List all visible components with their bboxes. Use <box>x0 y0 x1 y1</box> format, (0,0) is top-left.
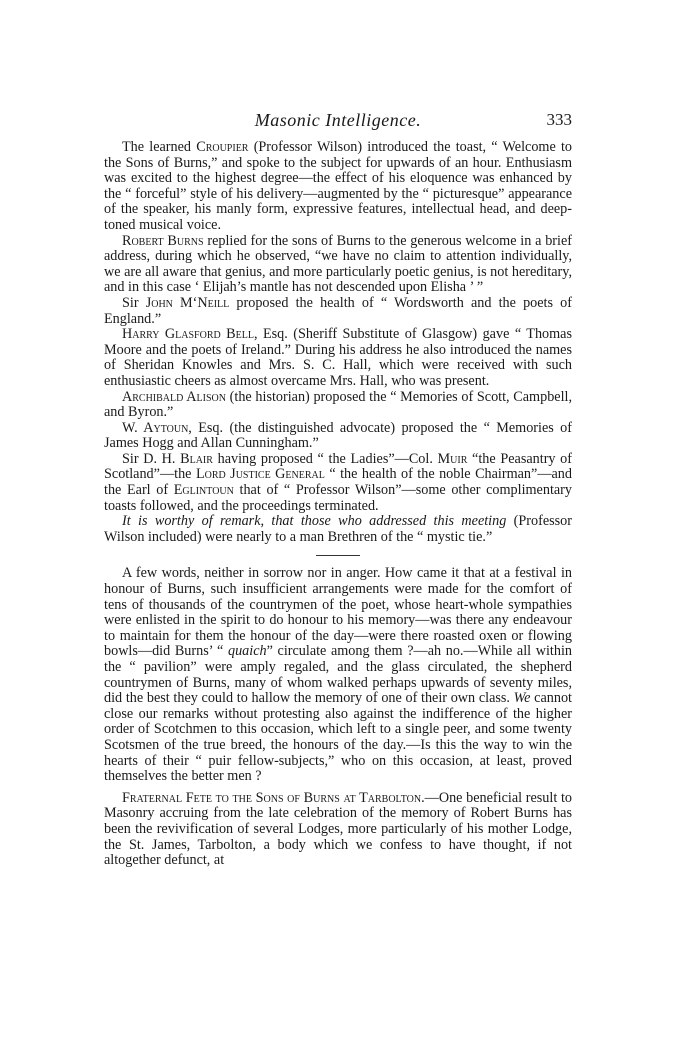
paragraph-closing-toasts <box>104 452 572 514</box>
name-harry-glasford-bell: Harry Glasford Bell <box>122 326 254 343</box>
section-divider <box>316 555 360 556</box>
name-john-mcneill: John M‘Neill <box>145 294 230 311</box>
paragraph-remark <box>104 514 572 545</box>
page-number: 333 <box>546 110 572 129</box>
name-robert-burns: Robert Burns <box>122 232 204 249</box>
text-run: Sir <box>122 294 146 311</box>
text-run: —One beneficial result to Masonry accruing from the late celebration of the memory of Robert Burns has been the revivification of several Lodges, more particularly of his mother Lodge, the St. James, Tarbolton, a body which we confess to have thought, if not altogether defunct, at <box>104 789 572 869</box>
text-run: (Professor Wilson) introduced the toast, “ Welcome to the Sons of Burns,” and spoke to the subject for upwards of an hour. Enthusiasm was excited to the highest degree—the effect of his eloquence was enhanced by the “ forceful” style of his delivery—augmented by the “ picturesque” appearance of the speaker, his manly form, expressive features, intellectual head, and deep-toned musical voice. <box>104 139 572 233</box>
text-run: “ the health of the noble Chairman”—and the Earl of <box>104 466 572 499</box>
text-run: (Professor Wilson included) were nearly to a man Brethren of the “ mystic tie.” <box>104 513 572 545</box>
text-run: ” circulate among them ?—ah no.—While all within the “ pavilion” were amply regaled, and the glass circulated, the shepherd countrymen of Burns, many of whom walked perhaps upwards of seventy miles, did the best they could to hallow the memory of one of their own class. <box>104 643 573 707</box>
page-header <box>104 110 572 132</box>
text-run: , Esq. (Sheriff Substitute of Glasgow) gave “ Thomas Moore and the poets of Ireland.” During his address he also introduced the names of Sheridan Knowles and Mrs. S. C. Hall, which were received with such enthusiastic cheers as almost overcame Mrs. Hall, who was present. <box>104 326 573 389</box>
name-blair: Blair <box>180 450 213 467</box>
paragraph-tarbolton-fete <box>104 791 572 869</box>
name-w-aytoun: W. Aytoun <box>122 419 189 436</box>
text-run: that of “ Professor Wilson”—some other complimentary toasts followed, and the proceedings terminated. <box>104 482 573 514</box>
name-lord-justice-general: Lord Justice General <box>195 466 325 483</box>
page-body <box>104 140 572 869</box>
text-run: “the Peasantry of Scotland”—the <box>104 450 572 483</box>
text-run: cannot close our remarks without protesting also against the indifference of the higher order of Scotchmen to this occasion, which left to a single peer, and some twenty Scotsmen of the true breed, the honours of the day.—Is this the way to win the hearts of their “ puir fellow-subjects,” who on this occasion, at least, proved themselves the better men ? <box>104 690 572 785</box>
italic-we: We <box>513 690 531 707</box>
text-run: proposed the health of “ Wordsworth and the poets of England.” <box>104 294 572 327</box>
paragraph-commentary <box>104 566 572 784</box>
paragraph-alison-toast <box>104 390 572 421</box>
section-heading-tarbolton: Fraternal Fete to the Sons of Burns at Tarbolton. <box>122 789 425 806</box>
paragraph-bell-toast <box>104 327 572 389</box>
italic-quaich: quaich <box>227 643 267 660</box>
text-run: A few words, neither in sorrow nor in anger. How came it that at a festival in honour of Burns, such insufficient arrangements were made for the comfort of tens of thousands of the countrymen of the poet, whose heart-whole sympathies were enlisted in the spirit to do honour to his memory—was there any endeavour to maintain for them the honour of the day—were there roasted oxen or flowing bowls—did Burns’ “ <box>104 565 572 660</box>
name-muir: Muir <box>437 450 468 467</box>
name-croupier: Croupier <box>196 139 249 155</box>
paragraph-robert-burns-reply <box>104 234 572 296</box>
name-archibald-alison: Archibald Alison <box>122 388 226 405</box>
text-run: (the historian) proposed the “ Memories of Scott, Campbell, and Byron.” <box>104 388 573 421</box>
paragraph-aytoun-toast <box>104 421 572 452</box>
text-run: Sir D. H. <box>122 450 181 467</box>
text-run: The learned <box>122 139 197 155</box>
paragraph-croupier-toast <box>104 140 572 234</box>
text-run: replied for the sons of Burns to the generous welcome in a brief address, during which he observed, “we have no claim to attention individually, we are all aware that genius, and more particularly poetic genius, is not hereditary, and in this case ‘ Elijah’s mantle has not descended upon Elisha ’ ” <box>104 232 572 296</box>
italic-remark: It is worthy of remark, that those who addressed this meeting <box>122 513 507 530</box>
paragraph-mcneill-toast <box>104 296 572 327</box>
name-eglintoun: Eglintoun <box>173 482 234 499</box>
text-run: having proposed “ the Ladies”—Col. <box>212 450 438 467</box>
running-title: Masonic Intelligence. <box>254 110 422 130</box>
text-run: , Esq. (the distinguished advocate) proposed the “ Memories of James Hogg and Allan Cunningham.” <box>104 419 572 452</box>
